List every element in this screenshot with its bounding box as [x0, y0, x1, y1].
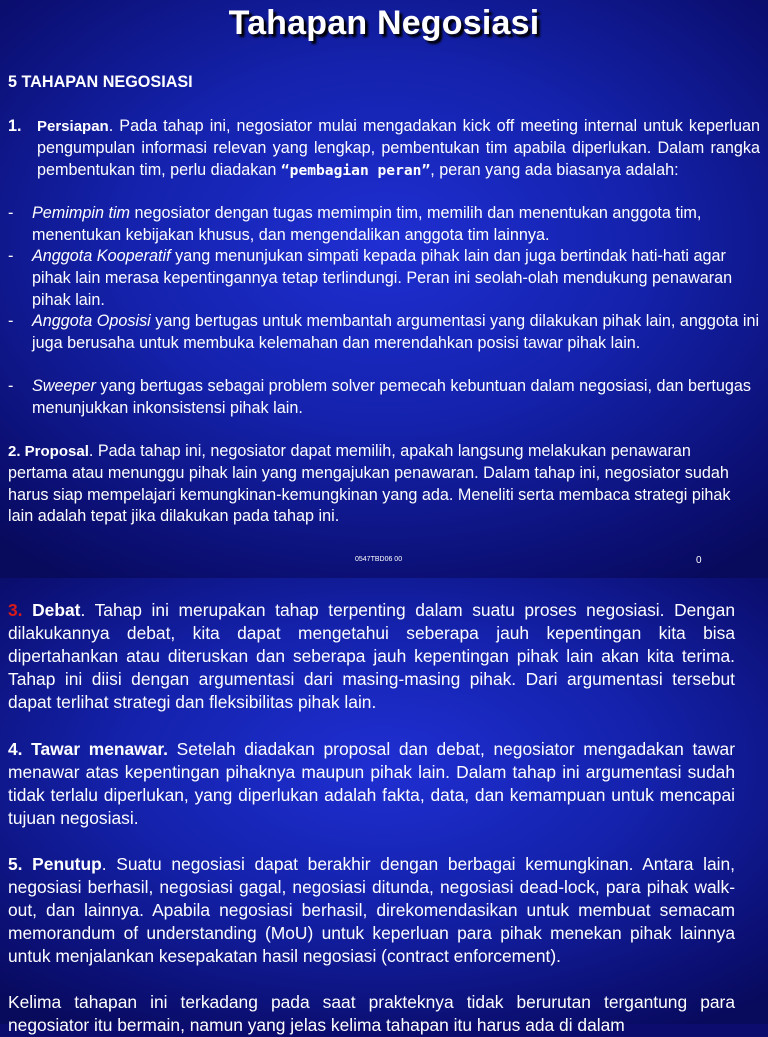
slide-page-number: 0: [696, 555, 702, 566]
role-anggota-kooperatif: [32, 246, 760, 311]
role-dash-3: -: [8, 312, 14, 330]
item-3-term: Debat: [32, 600, 81, 620]
role-term: Anggota Kooperatif: [32, 247, 171, 265]
item-2-term: 2. Proposal: [8, 443, 89, 460]
item-1-text-b: , peran yang ada biasanya adalah:: [430, 160, 679, 179]
role-dash-4: -: [8, 377, 14, 395]
role-sweeper: [32, 376, 760, 420]
role-text: negosiator dengan tugas memimpin tim, memilih dan menentukan anggota tim, menentukan kebijakan khusus, dan mengendalikan anggota tim lainnya.: [32, 204, 702, 244]
item-3-debat: [8, 599, 735, 714]
role-text: yang bertugas sebagai problem solver pemecah kebuntuan dalam negosiasi, dan bertugas menunjukkan inkonsistensi pihak lain.: [32, 377, 752, 417]
slide-footer-code: 0547TBD06 00: [355, 556, 403, 563]
item-2-proposal: [8, 441, 753, 528]
item-1-quote: “pembagian peran”: [280, 161, 431, 179]
role-term: Pemimpin tim: [32, 204, 131, 222]
role-text: yang menunjukan simpati kepada pihak lain dan juga bertindak hati-hati agar pihak lain merasa kepentingannya tetap terlindungi. Peran ini seolah-olah mendukung penawaran pihak lain.: [32, 247, 733, 309]
role-dash-1: -: [8, 204, 14, 222]
slide-2: [0, 578, 768, 1035]
item-1-persiapan: [37, 116, 760, 181]
role-dash-2: -: [8, 247, 14, 265]
item-4-term: 4. Tawar menawar.: [8, 739, 169, 759]
item-4-text: Setelah diadakan proposal dan debat, negosiator mengadakan tawar menawar atas kepentingan pihaknya maupun pihak lain. Dalam tahap ini argumentasi sudah tidak terlalu diperlukan, yang diperlukan adalah fakta, data, dan kemampuan untuk mencapai tujuan negosiasi.: [8, 739, 735, 828]
item-4-tawar-menawar: [8, 738, 735, 830]
role-term: Anggota Oposisi: [32, 312, 151, 330]
role-pemimpin-tim: [32, 203, 760, 247]
item-1-text-a: . Pada tahap ini, negosiator mulai mengadakan kick off meeting internal untuk keperluan pengumpulan informasi relevan yang lengkap, pembentukan tim apabila diperlukan. Dalam rangka pembentukan tim, perlu diadakan: [37, 117, 760, 179]
role-text: yang bertugas untuk membantah argumentasi yang dilakukan pihak lain, anggota ini juga berusaha untuk membuka kelemahan dan merendahkan posisi tawar pihak lain.: [32, 312, 760, 352]
item-1-term: Persiapan: [37, 118, 109, 135]
section-heading: 5 TAHAPAN NEGOSIASI: [8, 73, 193, 91]
item-3-text: . Tahap ini merupakan tahap terpenting dalam suatu proses negosiasi. Dengan dilakukannya debat, kita dapat mengetahui seberapa jauh kepentingan kita bisa dipertahankan atau diteruskan dan seberapa jauh kepentingan pihak lain akan kita terima. Tahap ini diisi dengan argumentasi dari masing-masing pihak. Dari argumentasi tersebut dapat terlihat strategi dan fleksibilitas pihak lain.: [8, 600, 735, 712]
closing-paragraph: Kelima tahapan ini terkadang pada saat prakteknya tidak berurutan tergantung para negosiator itu bermain, namun yang jelas kelima tahapan itu harus ada di dalam: [8, 992, 735, 1035]
role-anggota-oposisi: [32, 311, 760, 355]
item-5-term: 5. Penutup: [8, 854, 102, 874]
item-1-number: 1.: [8, 117, 22, 135]
item-2-text: . Pada tahap ini, negosiator dapat memilih, apakah langsung melakukan penawaran pertama atau menunggu pihak lain yang mengajukan penawaran. Dalam tahap ini, negosiator sudah harus siap mempelajari kemungkinan-kemungkinan yang ada. Meneliti serta membaca strategi pihak lain adalah tepat jika dilakukan pada tahap ini.: [8, 442, 731, 526]
item-5-penutup: [8, 853, 735, 968]
item-5-text: . Suatu negosiasi dapat berakhir dengan berbagai kemungkinan. Antara lain, negosiasi berhasil, negosiasi gagal, negosiasi ditunda, negosiasi dead-lock, para pihak walk-out, dan lainnya. Apabila negosiasi berhasil, direkomendasikan untuk membuat semacam memorandum of understanding (MoU) untuk keperluan para pihak menekan pihak lainnya untuk menjalankan kesepakatan hasil negosiasi (contract enforcement).: [8, 854, 736, 966]
role-term: Sweeper: [32, 377, 96, 395]
slide-title: Tahapan Negosiasi: [228, 4, 540, 42]
item-3-number: 3.: [8, 600, 23, 620]
